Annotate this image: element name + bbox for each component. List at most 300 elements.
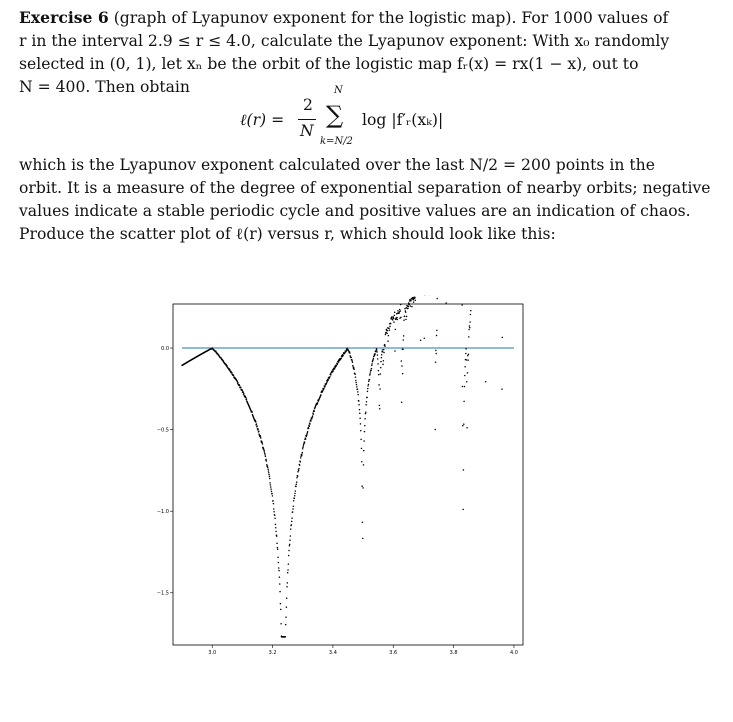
- data-point: [372, 359, 374, 361]
- sum-symbol: ∑: [326, 101, 344, 129]
- data-point: [364, 431, 366, 433]
- data-point: [324, 386, 326, 388]
- data-point: [468, 354, 470, 356]
- data-point: [374, 353, 376, 355]
- data-point: [263, 449, 265, 451]
- data-point: [295, 490, 297, 492]
- data-point: [276, 535, 278, 537]
- data-point: [381, 357, 383, 359]
- data-point: [242, 391, 244, 393]
- data-point: [464, 366, 466, 368]
- data-point: [466, 359, 468, 361]
- data-point: [389, 326, 391, 328]
- data-point: [383, 360, 385, 362]
- data-point: [410, 300, 412, 302]
- data-point: [435, 350, 437, 352]
- data-point: [436, 298, 438, 300]
- data-point: [263, 450, 265, 452]
- paragraph-line: selected in (0, 1), let xₙ be the orbit of the logistic map fᵣ(x) = rx(1 − x), out to: [19, 55, 639, 73]
- data-point: [383, 349, 385, 351]
- explanation-paragraph: [19, 154, 711, 246]
- data-point: [286, 606, 288, 608]
- data-point: [251, 411, 253, 413]
- data-point: [268, 474, 270, 476]
- data-point: [393, 321, 395, 323]
- data-point: [382, 364, 384, 366]
- data-point: [371, 368, 373, 370]
- data-point: [267, 465, 269, 467]
- data-point: [270, 484, 272, 486]
- data-point: [275, 531, 277, 533]
- data-point: [280, 603, 282, 605]
- data-point: [300, 461, 302, 463]
- data-point: [406, 316, 408, 318]
- data-point: [365, 413, 367, 415]
- data-point: [267, 468, 269, 470]
- data-point: [397, 319, 399, 321]
- data-point: [385, 334, 387, 336]
- data-point: [363, 440, 365, 442]
- data-point: [326, 382, 328, 384]
- x-tick-label: 3.0: [208, 650, 217, 656]
- data-point: [285, 624, 287, 626]
- data-point: [357, 388, 359, 390]
- paragraph-line: r in the interval 2.9 ≤ r ≤ 4.0, calculate the Lyapunov exponent: With x₀ randomly: [19, 32, 670, 50]
- data-point: [400, 310, 402, 312]
- data-point: [407, 308, 409, 310]
- fraction-bar: [298, 119, 316, 120]
- data-point: [404, 316, 406, 318]
- data-point: [280, 609, 282, 611]
- data-point: [353, 368, 355, 370]
- data-point: [370, 371, 372, 373]
- data-point: [364, 418, 366, 420]
- data-point: [270, 486, 272, 488]
- data-point: [317, 402, 319, 404]
- data-point: [241, 390, 243, 392]
- data-point: [386, 333, 388, 335]
- data-point: [349, 352, 351, 354]
- data-point: [342, 354, 344, 356]
- data-point: [401, 401, 403, 403]
- data-point: [310, 420, 312, 422]
- data-point: [365, 404, 367, 406]
- formula-summand: log |f′ᵣ(xₖ)|: [362, 111, 444, 129]
- data-point: [277, 548, 279, 550]
- data-point: [501, 388, 503, 390]
- data-point: [291, 524, 293, 526]
- data-point: [294, 493, 296, 495]
- data-point: [293, 505, 295, 507]
- data-point: [355, 380, 357, 382]
- data-point: [462, 386, 464, 388]
- data-point: [400, 304, 402, 306]
- data-point: [378, 370, 380, 372]
- data-point: [381, 354, 383, 356]
- data-point: [296, 481, 298, 483]
- data-point: [351, 360, 353, 362]
- data-point: [264, 453, 266, 455]
- data-point: [269, 476, 271, 478]
- data-point: [287, 582, 289, 584]
- data-point: [469, 327, 471, 329]
- data-point: [369, 373, 371, 375]
- data-point: [380, 361, 382, 363]
- data-point: [378, 384, 380, 386]
- data-point: [465, 353, 467, 355]
- data-point: [308, 428, 310, 430]
- y-tick-label: −1.0: [156, 509, 169, 516]
- data-point: [320, 394, 322, 396]
- data-point: [382, 349, 384, 351]
- data-point: [258, 430, 260, 432]
- data-point: [277, 556, 279, 558]
- data-point: [390, 323, 392, 325]
- data-point: [373, 358, 375, 360]
- data-point: [358, 400, 360, 402]
- x-tick-label: 3.8: [449, 650, 458, 656]
- data-point: [377, 363, 379, 365]
- data-point: [287, 569, 289, 571]
- data-point: [392, 319, 394, 321]
- data-point: [370, 370, 372, 372]
- data-point: [291, 517, 293, 519]
- data-point: [243, 393, 245, 395]
- data-point: [468, 329, 470, 331]
- data-point: [397, 310, 399, 312]
- data-point: [314, 411, 316, 413]
- data-point: [229, 369, 231, 371]
- data-point: [358, 404, 360, 406]
- y-tick-label: 0.0: [161, 345, 169, 352]
- data-point: [379, 408, 381, 410]
- data-point: [239, 385, 241, 387]
- data-point: [404, 308, 406, 310]
- data-point: [470, 314, 472, 316]
- data-point: [402, 373, 404, 375]
- data-point: [394, 350, 396, 352]
- data-point: [278, 567, 280, 569]
- data-point: [420, 339, 422, 341]
- data-point: [355, 382, 357, 384]
- data-point: [296, 484, 298, 486]
- data-point: [299, 464, 301, 466]
- data-point: [270, 488, 272, 490]
- data-point: [262, 443, 264, 445]
- data-point: [435, 361, 437, 363]
- data-point: [294, 495, 296, 497]
- data-point: [347, 347, 349, 349]
- data-point: [289, 544, 291, 546]
- data-point: [411, 306, 413, 308]
- data-point: [313, 413, 315, 415]
- data-point: [462, 509, 464, 511]
- data-point: [465, 348, 467, 350]
- data-point: [436, 330, 438, 332]
- data-point: [384, 344, 386, 346]
- sum-lower-limit: k=N/2: [320, 136, 353, 147]
- data-point: [467, 355, 469, 357]
- sum-upper-limit: N: [334, 85, 343, 96]
- data-point: [273, 508, 275, 510]
- data-point: [360, 430, 362, 432]
- data-point: [255, 421, 257, 423]
- data-point: [424, 338, 426, 340]
- data-point: [434, 429, 436, 431]
- data-point: [399, 309, 401, 311]
- x-tick-label: 3.6: [389, 650, 398, 656]
- data-point: [264, 454, 266, 456]
- plot-frame: [173, 304, 523, 645]
- data-point: [400, 317, 402, 319]
- data-point: [264, 451, 266, 453]
- data-point: [245, 397, 247, 399]
- data-point: [362, 538, 364, 540]
- data-point: [338, 361, 340, 363]
- formula-denominator: N: [300, 122, 314, 140]
- data-point: [352, 365, 354, 367]
- data-point: [394, 312, 396, 314]
- data-point: [326, 381, 328, 383]
- data-point: [359, 412, 361, 414]
- data-point: [268, 472, 270, 474]
- data-point: [266, 460, 268, 462]
- data-point: [369, 379, 371, 381]
- data-point: [292, 511, 294, 513]
- data-point: [360, 423, 362, 425]
- data-point: [409, 299, 411, 301]
- data-point: [300, 457, 302, 459]
- data-point: [372, 361, 374, 363]
- data-point: [357, 394, 359, 396]
- data-point: [415, 299, 417, 301]
- data-point: [309, 425, 311, 427]
- data-point: [377, 358, 379, 360]
- data-point: [466, 427, 468, 429]
- data-point: [371, 365, 373, 367]
- data-point: [388, 335, 390, 337]
- data-point: [277, 547, 279, 549]
- data-point: [256, 423, 258, 425]
- lyapunov-formula: [240, 85, 500, 152]
- data-point: [363, 450, 365, 452]
- data-point: [361, 461, 363, 463]
- data-point: [279, 591, 281, 593]
- data-point: [376, 349, 378, 351]
- data-point: [302, 452, 304, 454]
- data-point: [278, 562, 280, 564]
- data-point: [272, 500, 274, 502]
- data-point: [265, 459, 267, 461]
- data-point: [357, 391, 359, 393]
- data-point: [275, 524, 277, 526]
- data-point: [240, 387, 242, 389]
- data-point: [376, 351, 378, 353]
- data-point: [361, 448, 363, 450]
- data-point: [304, 442, 306, 444]
- data-point: [292, 508, 294, 510]
- data-point: [294, 497, 296, 499]
- data-point: [302, 448, 304, 450]
- data-point: [279, 576, 281, 578]
- data-point: [297, 475, 299, 477]
- data-point: [269, 482, 271, 484]
- data-point: [409, 303, 411, 305]
- y-tick-label: −1.5: [156, 590, 169, 597]
- data-point: [355, 376, 357, 378]
- data-point: [396, 317, 398, 319]
- paragraph-line: values indicate a stable periodic cycle and positive values are an indication of chaos.: [19, 202, 691, 220]
- data-point: [371, 363, 373, 365]
- data-point: [436, 335, 438, 337]
- data-point: [393, 318, 395, 320]
- data-point: [387, 340, 389, 342]
- data-point: [377, 354, 379, 356]
- data-point: [215, 350, 217, 352]
- data-point: [261, 442, 263, 444]
- data-point: [267, 467, 269, 469]
- data-point: [485, 381, 487, 383]
- data-point: [340, 357, 342, 359]
- data-point: [309, 423, 311, 425]
- data-point: [257, 428, 259, 430]
- data-point: [286, 598, 288, 600]
- data-point: [470, 310, 472, 312]
- formula-lhs: ℓ(r) =: [240, 111, 285, 129]
- data-point: [354, 373, 356, 375]
- data-point: [410, 305, 412, 307]
- data-point: [359, 417, 361, 419]
- data-point: [273, 503, 275, 505]
- data-point: [464, 386, 466, 388]
- data-point: [302, 447, 304, 449]
- data-point: [380, 367, 382, 369]
- data-point: [275, 527, 277, 529]
- data-point: [365, 411, 367, 413]
- data-point: [290, 535, 292, 537]
- data-point: [389, 329, 391, 331]
- data-point: [362, 521, 364, 523]
- data-point: [295, 486, 297, 488]
- data-point: [403, 319, 405, 321]
- data-point: [403, 335, 405, 337]
- data-point: [367, 388, 369, 390]
- data-point: [466, 381, 468, 383]
- data-point: [287, 572, 289, 574]
- data-point: [380, 373, 382, 375]
- data-point: [367, 385, 369, 387]
- data-point: [362, 487, 364, 489]
- data-point: [364, 425, 366, 427]
- data-point: [391, 316, 393, 318]
- data-point: [291, 521, 293, 523]
- data-point: [298, 468, 300, 470]
- data-point: [256, 425, 258, 427]
- data-point: [463, 401, 465, 403]
- data-point: [382, 351, 384, 353]
- data-point: [405, 311, 407, 313]
- x-tick-label: 3.2: [268, 650, 277, 656]
- data-point: [367, 391, 369, 393]
- data-point: [463, 469, 465, 471]
- data-point: [360, 439, 362, 441]
- data-point: [269, 478, 271, 480]
- data-point: [274, 514, 276, 516]
- data-point: [272, 495, 274, 497]
- y-tick-label: −0.5: [156, 427, 169, 434]
- data-point: [468, 336, 470, 338]
- data-point: [387, 330, 389, 332]
- data-point: [260, 437, 262, 439]
- data-point: [231, 372, 233, 374]
- data-point: [403, 339, 405, 341]
- data-point: [359, 409, 361, 411]
- data-point: [279, 583, 281, 585]
- data-point: [464, 375, 466, 377]
- data-point: [368, 384, 370, 386]
- paragraph-line: N = 400. Then obtain: [19, 78, 190, 96]
- data-point: [356, 386, 358, 388]
- x-tick-label: 4.0: [509, 650, 518, 656]
- data-point: [303, 445, 305, 447]
- data-point: [301, 455, 303, 457]
- data-point: [463, 423, 465, 425]
- data-point: [263, 447, 265, 449]
- paragraph-line: Exercise 6 (graph of Lyapunov exponent for the logistic map). For 1000 values of: [19, 8, 669, 27]
- data-point: [312, 415, 314, 417]
- data-point: [366, 397, 368, 399]
- data-point: [233, 375, 235, 377]
- data-point: [408, 306, 410, 308]
- data-point: [405, 319, 407, 321]
- exercise-label: Exercise 6: [19, 8, 109, 27]
- data-point: [288, 563, 290, 565]
- exercise-paragraph: [19, 6, 670, 99]
- formula-numerator: 2: [303, 96, 313, 114]
- data-point: [296, 477, 298, 479]
- paragraph-line: Produce the scatter plot of ℓ(r) versus r, which should look like this:: [19, 225, 556, 243]
- data-point: [271, 493, 273, 495]
- data-point: [414, 297, 416, 299]
- data-point: [332, 370, 334, 372]
- data-point: [469, 321, 471, 323]
- data-point: [273, 511, 275, 513]
- data-point: [289, 539, 291, 541]
- paragraph-line: orbit. It is a measure of the degree of exponential separation of nearby orbits; negative: [19, 179, 711, 197]
- data-point: [323, 388, 325, 390]
- data-point: [356, 384, 358, 386]
- data-point: [303, 444, 305, 446]
- data-point: [435, 353, 437, 355]
- data-point: [467, 359, 469, 361]
- data-point: [401, 360, 403, 362]
- data-point: [285, 616, 287, 618]
- data-point: [394, 315, 396, 317]
- data-point: [330, 374, 332, 376]
- data-point: [383, 352, 385, 354]
- data-point: [268, 470, 270, 472]
- data-point: [379, 405, 381, 407]
- data-point: [322, 390, 324, 392]
- data-point: [289, 545, 291, 547]
- data-point: [298, 470, 300, 472]
- data-point: [280, 623, 282, 625]
- data-point: [378, 374, 380, 376]
- data-point: [353, 367, 355, 369]
- data-point: [246, 398, 248, 400]
- paragraph-line: which is the Lyapunov exponent calculated over the last N/2 = 200 points in the: [19, 156, 655, 174]
- data-point: [329, 376, 331, 378]
